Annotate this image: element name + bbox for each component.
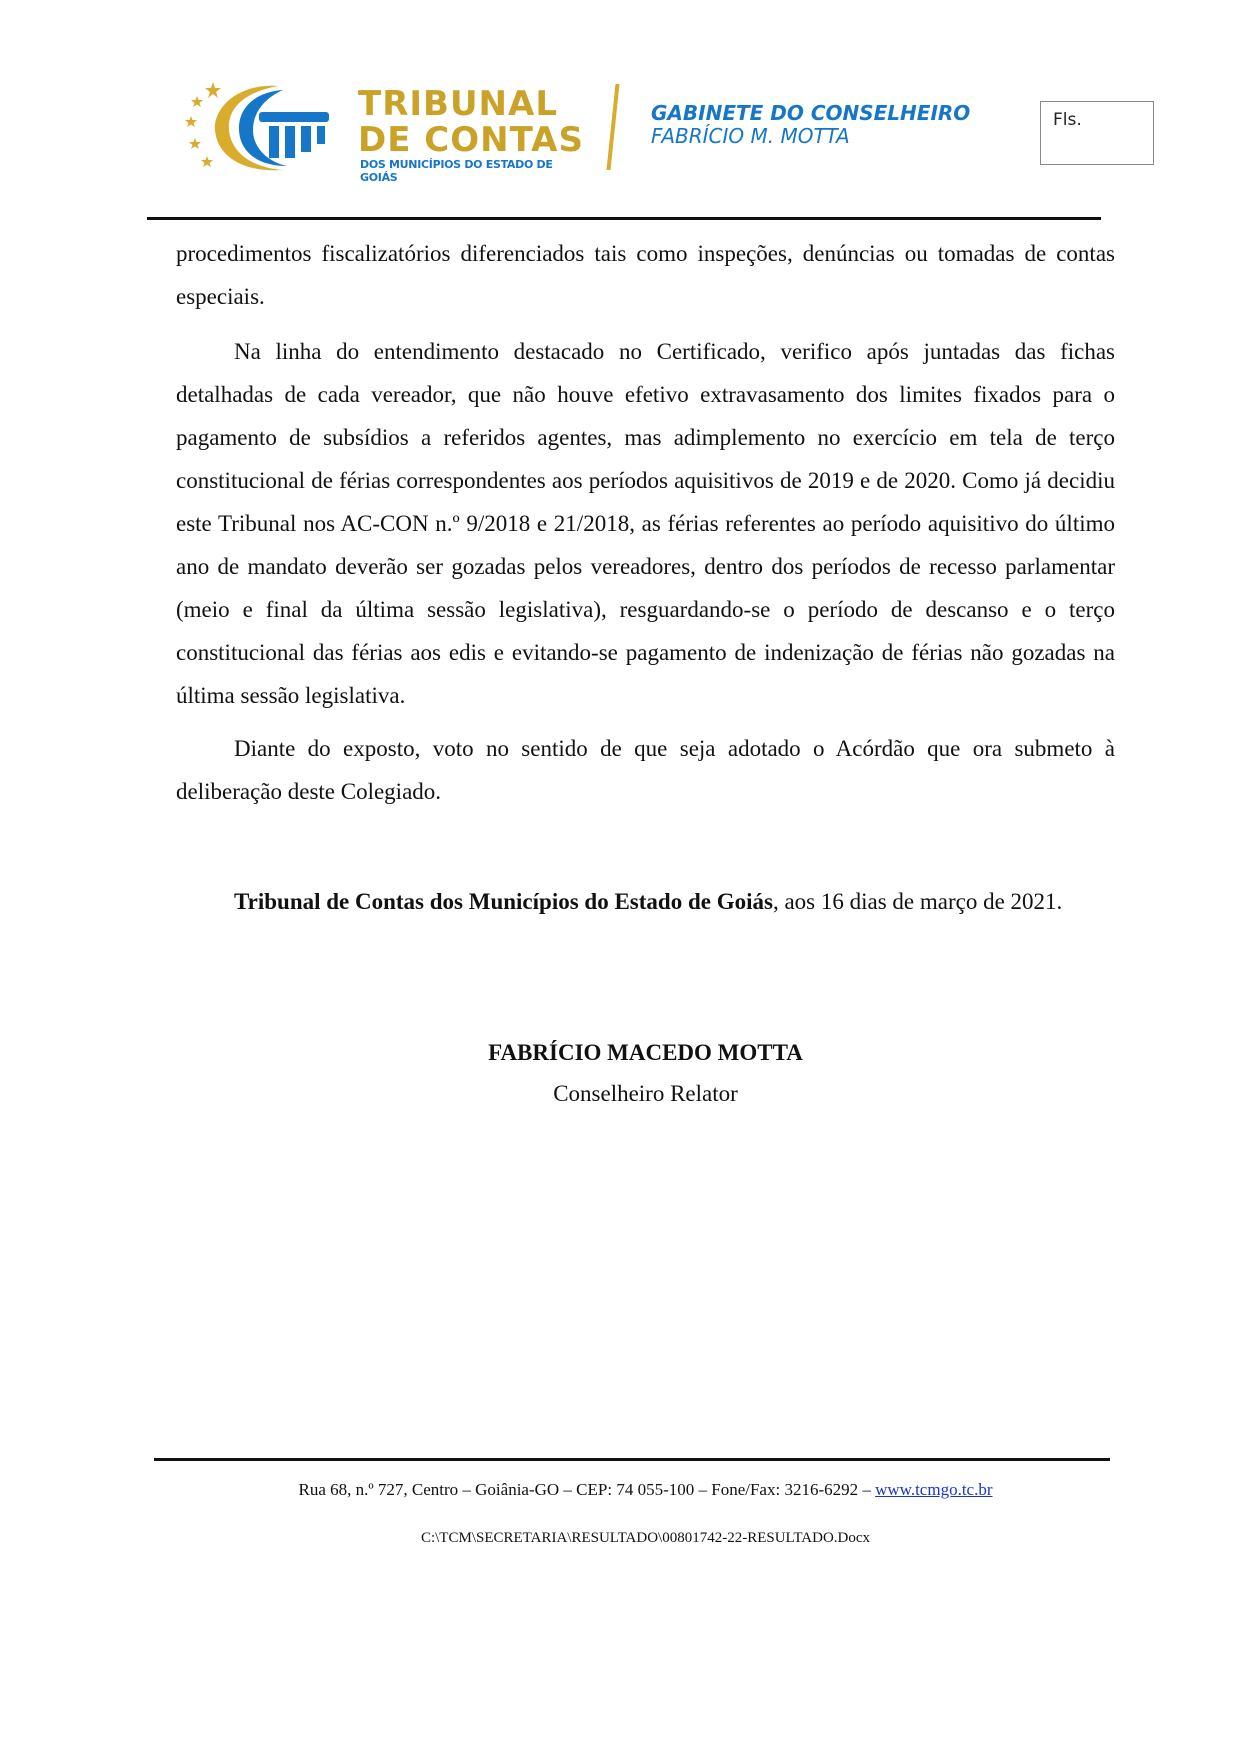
paragraph-2: Na linha do entendimento destacado no Certificado, verifico após juntadas das fichas detalhadas de cada vereador, que não houve efetivo extravasamento dos limites fixados para o pagamento de subsídios a referidos agentes, mas adimplemento no exercício em tela de terço constitucional de férias correspondentes aos períodos aquisitivos de 2019 e de 2020. Como já decidiu este Tribunal nos AC-CON n.º 9/2018 e 21/2018, as férias referentes ao período aquisitivo do último ano de mandato deverão ser gozadas pelos vereadores, dentro dos períodos de recesso parlamentar (meio e final da última sessão legislativa), resguardando-se o período de descanso e o terço constitucional das férias aos edis e evitando-se pagamento de indenização de férias não gozadas na última sessão legislativa. bbox=[176, 339, 1115, 708]
paragraph-1: procedimentos fiscalizatórios diferenciados tais como inspeções, denúncias ou tomadas de contas especiais. bbox=[176, 241, 1115, 309]
tcm-emblem-icon bbox=[183, 78, 353, 178]
signatory-role: Conselheiro Relator bbox=[553, 1081, 738, 1106]
footer-file-path: C:\TCM\SECRETARIA\RESULTADO\00801742-22-RESULTADO.Docx bbox=[420, 1530, 871, 1546]
closing-institution: Tribunal de Contas dos Municípios do Estado de Goiás bbox=[234, 889, 773, 914]
fls-box bbox=[1040, 101, 1154, 165]
logo-word-tribunal: TRIBUNAL bbox=[358, 84, 558, 124]
website-link[interactable]: www.tcmgo.tc.br bbox=[875, 1480, 993, 1499]
signatory-name: FABRÍCIO MACEDO MOTTA bbox=[488, 1040, 803, 1065]
header-rule bbox=[147, 217, 1101, 220]
logo-word-de-contas: DE CONTAS bbox=[358, 120, 584, 160]
tcm-logo bbox=[183, 78, 593, 184]
footer-address bbox=[0, 1480, 1241, 1500]
cabinet-name: FABRÍCIO M. MOTTA bbox=[651, 124, 850, 148]
footer-address-text: Rua 68, n.º 727, Centro – Goiânia-GO – CEP: 74 055-100 – Fone/Fax: 3216-6292 – bbox=[298, 1480, 876, 1499]
fls-label: Fls. bbox=[1053, 110, 1082, 130]
closing-date: , aos 16 dias de março de 2021. bbox=[772, 889, 1063, 914]
paragraph-3: Diante do exposto, voto no sentido de que seja adotado o Acórdão que ora submeto à deliberação deste Colegiado. bbox=[176, 736, 1115, 804]
closing-paragraph bbox=[176, 880, 1115, 923]
logo-subtitle: DOS MUNICÍPIOS DO ESTADO DE GOIÁS bbox=[360, 158, 553, 184]
footer-rule bbox=[154, 1458, 1110, 1461]
header-divider bbox=[606, 84, 619, 170]
cabinet-title: GABINETE DO CONSELHEIRO bbox=[651, 101, 971, 125]
